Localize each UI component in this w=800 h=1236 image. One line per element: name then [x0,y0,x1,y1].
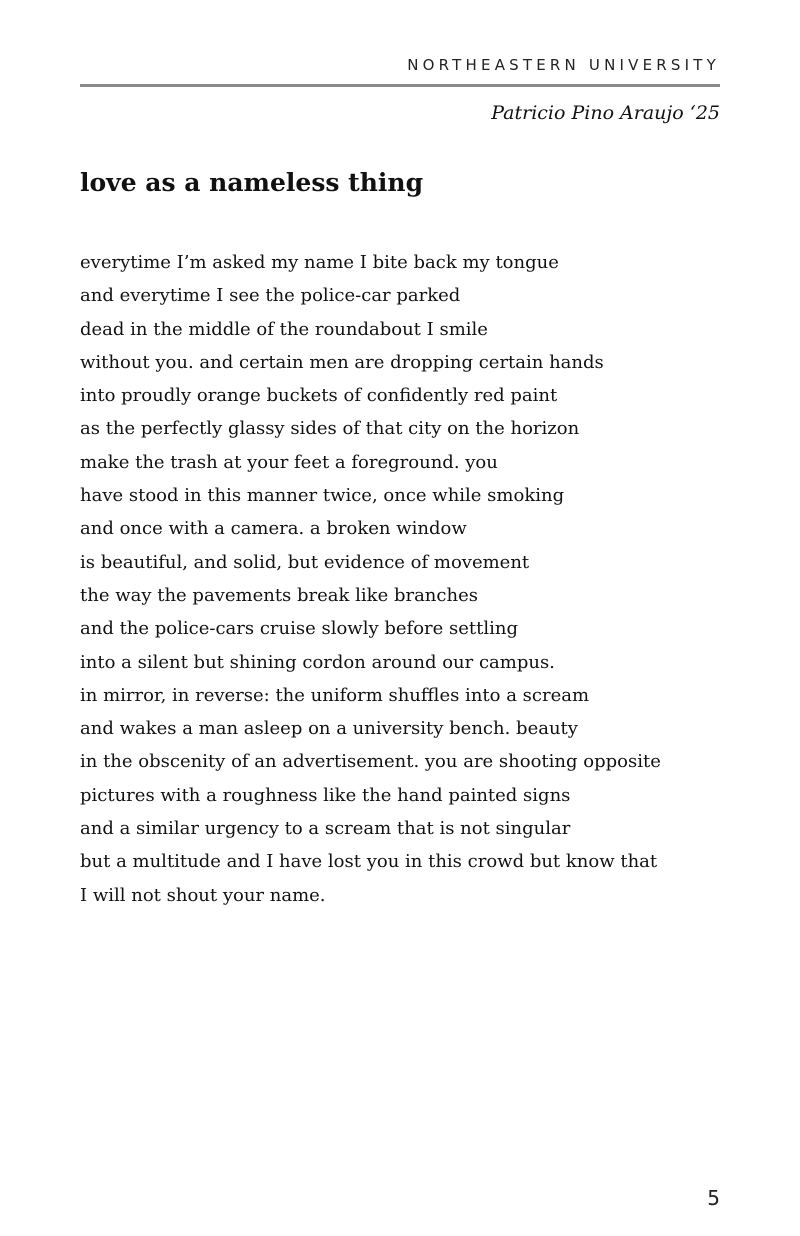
poem-line: and wakes a man asleep on a university bench. beauty [80,718,578,740]
poem-line: into proudly orange buckets of confidently red paint [80,385,558,407]
header-divider [80,84,720,87]
poem-line: and everytime I see the police-car parked [80,285,461,307]
poem-line: have stood in this manner twice, once while smoking [80,485,565,507]
poem-title: love as a nameless thing [80,168,424,197]
poem-line: but a multitude and I have lost you in this crowd but know that [80,851,658,873]
poem-line: and once with a camera. a broken window [80,518,467,540]
running-header: NORTHEASTERN UNIVERSITY [407,56,720,74]
poem-line: and the police-cars cruise slowly before settling [80,618,519,640]
poem-line: the way the pavements break like branches [80,584,478,606]
poem-line: and a similar urgency to a scream that is not singular [80,818,571,840]
poem-line: pictures with a roughness like the hand painted signs [80,784,571,806]
page-number: 5 [707,1186,720,1210]
poem-line: as the perfectly glassy sides of that city on the horizon [80,418,580,440]
author-byline: Patricio Pino Araujo ‘25 [491,102,720,124]
poem-line: in mirror, in reverse: the uniform shuffles into a scream [80,684,590,706]
poem-line: without you. and certain men are dropping certain hands [80,351,604,373]
poem-line: is beautiful, and solid, but evidence of movement [80,551,530,573]
poem-line: I will not shout your name. [80,884,326,906]
poem-body [80,246,730,912]
poem-line: into a silent but shining cordon around our campus. [80,651,555,673]
poem-line: in the obscenity of an advertisement. you are shooting opposite [80,751,661,773]
poem-line: dead in the middle of the roundabout I smile [80,318,488,340]
poem-line: everytime I’m asked my name I bite back my tongue [80,252,559,273]
poem-line: make the trash at your feet a foreground. you [80,451,498,473]
